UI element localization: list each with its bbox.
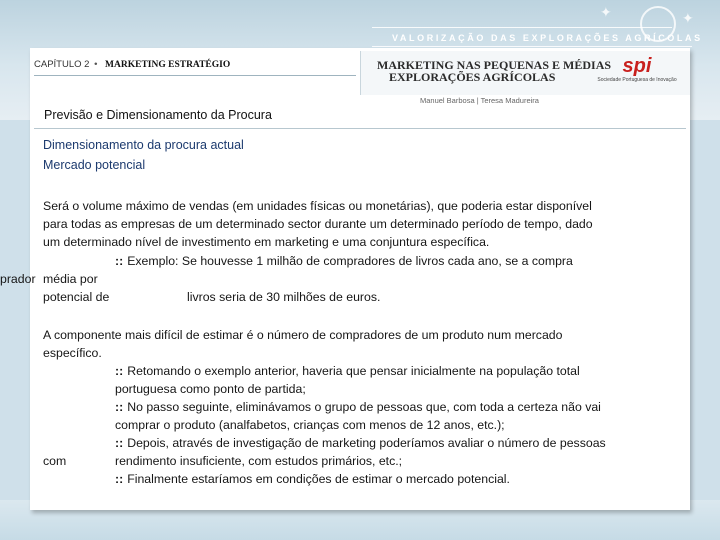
bullet-item (115, 434, 675, 452)
banner-line (372, 27, 672, 28)
authors: Manuel Barbosa | Teresa Madureira (420, 96, 539, 105)
bullet-marker: :: (115, 436, 124, 450)
book-title-line2: EXPLORAÇÕES AGRÍCOLAS (389, 70, 556, 84)
text-line: um determinado nível de investimento em marketing e uma conjuntura específica. (43, 235, 490, 249)
bullet-marker: :: (115, 254, 124, 268)
bullet-continuation: comprar o produto (analfabetos, crianças com menos de 12 anos, etc.); (115, 418, 505, 432)
overflow-fragment: prador (0, 272, 36, 286)
subtitle-demand: Dimensionamento da procura actual (43, 138, 244, 152)
paragraph-definition (43, 197, 673, 251)
bullet-marker: :: (115, 364, 124, 378)
bullet-marker: :: (115, 472, 124, 486)
text-line: específico. (43, 346, 102, 360)
bullet-item (115, 470, 675, 488)
section-divider (34, 128, 686, 129)
bullet-text: Finalmente estaríamos em condições de estimar o mercado potencial. (127, 472, 510, 486)
decorative-star-icon: ✦ (600, 4, 612, 20)
banner-line (372, 46, 692, 47)
paragraph-components (43, 326, 673, 362)
text-line: para todas as empresas de um determinado sector durante um determinado período de tempo, dado (43, 217, 593, 231)
bullet-marker: :: (115, 400, 124, 414)
banner-title: VALORIZAÇÃO DAS EXPLORAÇÕES AGRÍCOLAS (392, 33, 703, 43)
bullet-continuation: portuguesa como ponto de partida; (115, 382, 306, 396)
spi-logo (597, 55, 677, 93)
chapter-title: MARKETING ESTRATÉGIO (105, 60, 231, 70)
spi-logo-mark: spi (622, 55, 652, 77)
bullet-text: No passo seguinte, eliminávamos o grupo de pessoas que, com toda a certeza não vai (127, 400, 601, 414)
chapter-label (34, 59, 230, 70)
book-title (377, 59, 611, 83)
bullet-item (115, 398, 675, 416)
bullet-item (115, 362, 675, 380)
bullet-continuation: rendimento insuficiente, com estudos primários, etc.; (115, 454, 403, 468)
example-line (115, 252, 675, 270)
example-line3-left: potencial de (43, 290, 110, 304)
section-title: Previsão e Dimensionamento da Procura (44, 108, 272, 122)
spi-logo-caption: Sociedade Portuguesa de Inovação (597, 77, 677, 83)
text-line: Será o volume máximo de vendas (em unidades físicas ou monetárias), que poderia estar disponível (43, 199, 592, 213)
decorative-star-icon: ✦ (682, 10, 694, 26)
header-divider (34, 75, 356, 76)
book-title-line1: MARKETING NAS PEQUENAS E MÉDIAS (377, 58, 612, 72)
bullet-text: Depois, através de investigação de marketing poderíamos avaliar o número de pessoas (127, 436, 606, 450)
book-logo-box (360, 51, 690, 95)
chapter-prefix: CAPÍTULO 2 (34, 59, 90, 70)
example-continuation: média por (43, 272, 98, 286)
slide-card (0, 48, 690, 510)
chapter-separator: • (94, 59, 98, 70)
fragment-com: com (43, 454, 67, 468)
example-line3-right: livros seria de 30 milhões de euros. (187, 290, 381, 304)
bullet-text: Retomando o exemplo anterior, haveria que pensar inicialmente na população total (127, 364, 580, 378)
subtitle-market: Mercado potencial (43, 158, 146, 172)
text-line: A componente mais difícil de estimar é o número de compradores de um produto num mercado (43, 328, 563, 342)
example-text: Exemplo: Se houvesse 1 milhão de compradores de livros cada ano, se a compra (127, 254, 573, 268)
